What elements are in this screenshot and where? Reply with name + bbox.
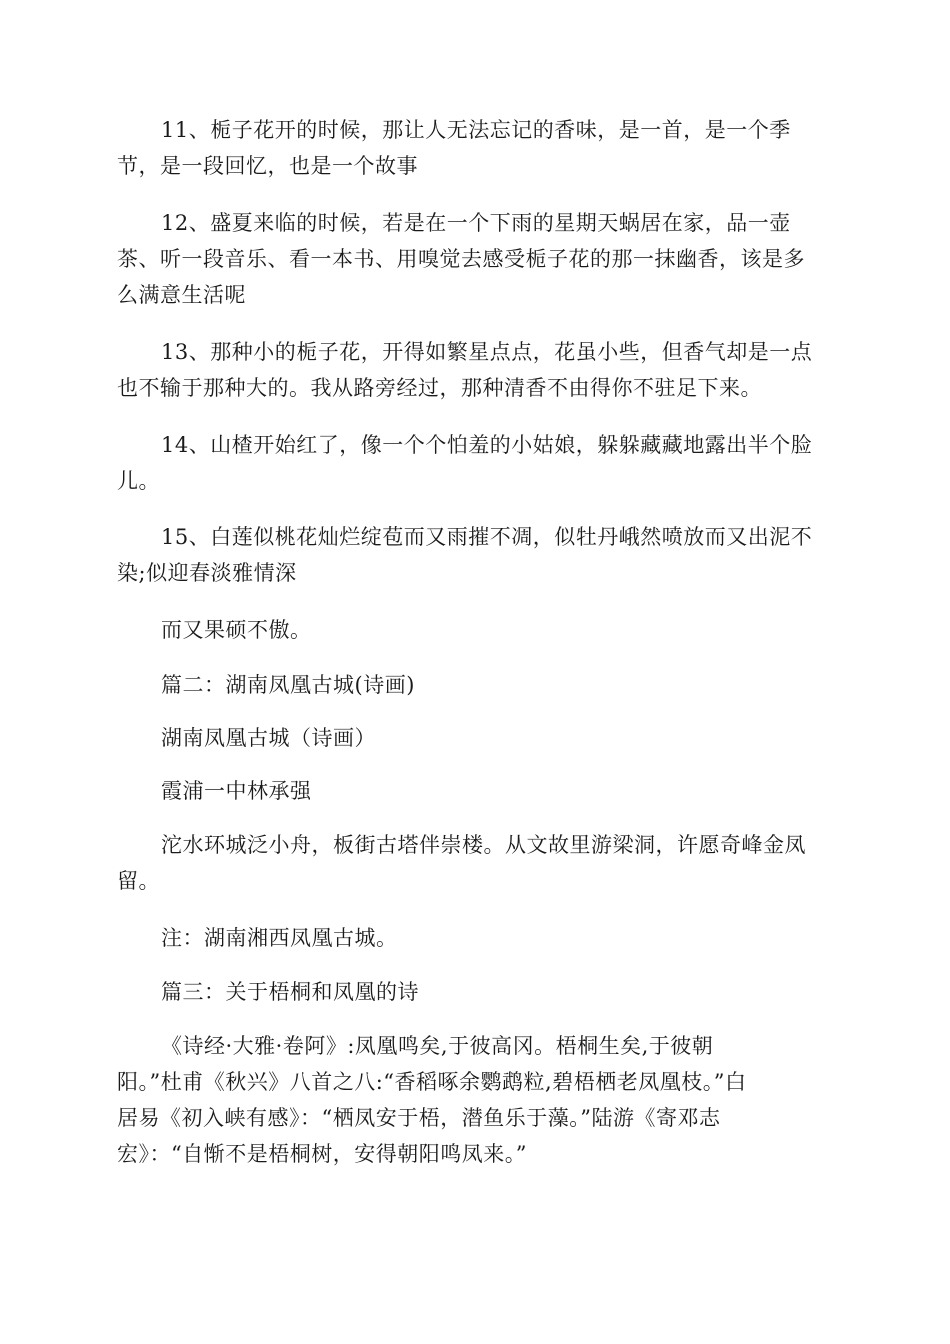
text-line: 注：湖南湘西凤凰古城。 bbox=[161, 926, 398, 950]
paragraph-item-15 bbox=[117, 519, 835, 591]
quotation-paragraph bbox=[117, 1028, 835, 1172]
paragraph-item-12 bbox=[117, 205, 835, 313]
text-line: 阳。”杜甫《秋兴》八首之八:“香稻啄余鹦鹉粒,碧梧栖老凤凰枝。”白 bbox=[117, 1070, 747, 1094]
text-line: 《诗经·大雅·卷阿》:凤凰鸣矣,于彼高冈。梧桐生矣,于彼朝 bbox=[161, 1034, 714, 1058]
text-line: 篇二：湖南凤凰古城(诗画) bbox=[161, 673, 415, 697]
text-line: 湖南凤凰古城（诗画） bbox=[161, 726, 376, 750]
poem-note bbox=[117, 920, 835, 956]
text-line: 居易《初入峡有感》：“栖凤安于梧，潜鱼乐于藻。”陆游《寄邓志 bbox=[117, 1106, 721, 1130]
text-line: 茶、听一段音乐、看一本书、用嗅觉去感受栀子花的那一抹幽香，该是多 bbox=[117, 247, 805, 271]
text-line: 14、山楂开始红了，像一个个怕羞的小姑娘，躲躲藏藏地露出半个脸 bbox=[161, 433, 813, 457]
poem-body bbox=[117, 827, 835, 899]
text-line: 霞浦一中林承强 bbox=[161, 779, 312, 803]
text-line: 15、白莲似桃花灿烂绽苞而又雨摧不凋，似牡丹峨然喷放而又出泥不 bbox=[161, 525, 813, 549]
poem-title bbox=[117, 720, 835, 756]
section-heading-3 bbox=[117, 974, 835, 1010]
paragraph-item-11 bbox=[117, 112, 835, 184]
text-line: 11、栀子花开的时候，那让人无法忘记的香味，是一首，是一个季 bbox=[161, 118, 791, 142]
text-line: 节，是一段回忆，也是一个故事 bbox=[117, 154, 418, 178]
text-line: 宏》：“自惭不是梧桐树，安得朝阳鸣凤来。” bbox=[117, 1142, 527, 1166]
text-line: 也不输于那种大的。我从路旁经过，那种清香不由得你不驻足下来。 bbox=[117, 376, 762, 400]
text-line: 而又果硕不傲。 bbox=[161, 618, 312, 642]
section-heading-2 bbox=[117, 667, 835, 703]
text-line: 12、盛夏来临的时候，若是在一个下雨的星期天蜗居在家，品一壶 bbox=[161, 211, 791, 235]
text-line: 13、那种小的栀子花，开得如繁星点点，花虽小些，但香气却是一点 bbox=[161, 340, 813, 364]
paragraph-item-13 bbox=[117, 334, 835, 406]
paragraph-item-14 bbox=[117, 427, 835, 499]
text-line: 留。 bbox=[117, 869, 160, 893]
text-line: 儿。 bbox=[117, 469, 160, 493]
text-line: 染;似迎春淡雅情深 bbox=[117, 561, 297, 585]
text-line: 沱水环城泛小舟，板街古塔伴崇楼。从文故里游梁洞，许愿奇峰金凤 bbox=[161, 833, 806, 857]
poem-author bbox=[117, 773, 835, 809]
text-line: 么满意生活呢 bbox=[117, 283, 246, 307]
paragraph-continuation bbox=[117, 612, 835, 648]
text-line: 篇三：关于梧桐和凤凰的诗 bbox=[161, 980, 419, 1004]
